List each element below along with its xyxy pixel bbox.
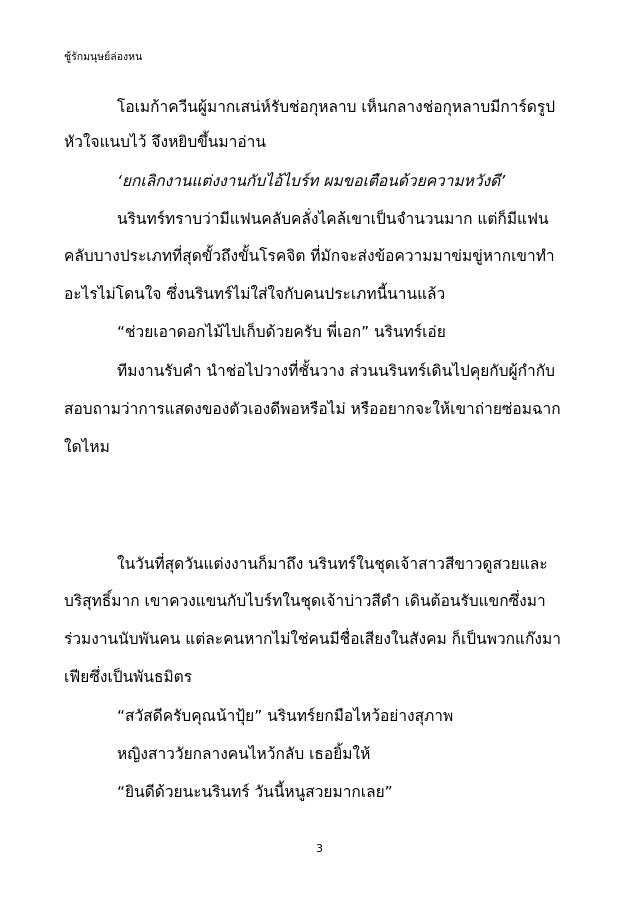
paragraph-line: คลับบางประเภทที่สุดขั้วถึงขั้นโรคจิต ที่มักจะส่งข้อความมาข่มขู่หากเขาทำ <box>64 247 555 265</box>
paragraph-line: โอเมก้าควีนผู้มากเสน่ห์รับช่อกุหลาบ เห็นกลางช่อกุหลาบมีการ์ดรูป <box>117 98 556 116</box>
paragraph-line: นรินทร์ทราบว่ามีแฟนคลับคลั่งไคล้เขาเป็นจำนวนมาก แต่ก็มีแฟน <box>117 210 549 228</box>
running-header: ชู้รักมนุษย์ล่องหน <box>64 51 143 63</box>
page-number: 3 <box>316 842 323 855</box>
paragraph-line: ในวันที่สุดวันแต่งงานก็มาถึง นรินทร์ในชุดเจ้าสาวสีขาวดูสวยและ <box>117 555 548 573</box>
dialogue-line: “ช่วยเอาดอกไม้ไปเก็บด้วยครับ พี่เอก” นรินทร์เอ่ย <box>117 323 446 341</box>
paragraph-line: ร่วมงานนับพันคน แต่ละคนหากไม่ใช่คนมีชื่อเสียงในสังคม ก็เป็นพวกแก๊งมา <box>64 630 561 648</box>
card-message-line: ‘ยกเลิกงานแต่งงานกับไอ้ไบร์ท ผมขอเตือนด้วยความหวังดี’ <box>117 172 506 190</box>
paragraph-line: อะไรไม่โดนใจ ซึ่งนรินทร์ไม่ใส่ใจกับคนประเภทนี้นานแล้ว <box>64 285 446 303</box>
paragraph-line: หัวใจแนบไว้ จึงหยิบขึ้นมาอ่าน <box>64 133 266 151</box>
paragraph-line: เฟียซึ่งเป็นพันธมิตร <box>64 668 193 686</box>
paragraph-line: ทีมงานรับคำ นำช่อไปวางที่ชั้นวาง ส่วนนรินทร์เดินไปคุยกับผู้กำกับ <box>117 362 555 380</box>
paragraph-line: บริสุทธิ์มาก เขาควงแขนกับไบร์ทในชุดเจ้าบ่าวสีดำ เดินต้อนรับแขกซึ่งมา <box>64 592 546 610</box>
paragraph-line: ใดไหม <box>64 438 110 456</box>
paragraph-line: หญิงสาววัยกลางคนไหว้กลับ เธอยิ้มให้ <box>117 745 371 763</box>
dialogue-line: “ยินดีด้วยนะนรินทร์ วันนี้หนูสวยมากเลย” <box>117 783 393 801</box>
paragraph-line: สอบถามว่าการแสดงของตัวเองดีพอหรือไม่ หรืออยากจะให้เขาถ่ายซ่อมฉาก <box>64 400 561 418</box>
dialogue-line: “สวัสดีครับคุณน้าปุ้ย” นรินทร์ยกมือไหว้อย่างสุภาพ <box>117 707 454 725</box>
